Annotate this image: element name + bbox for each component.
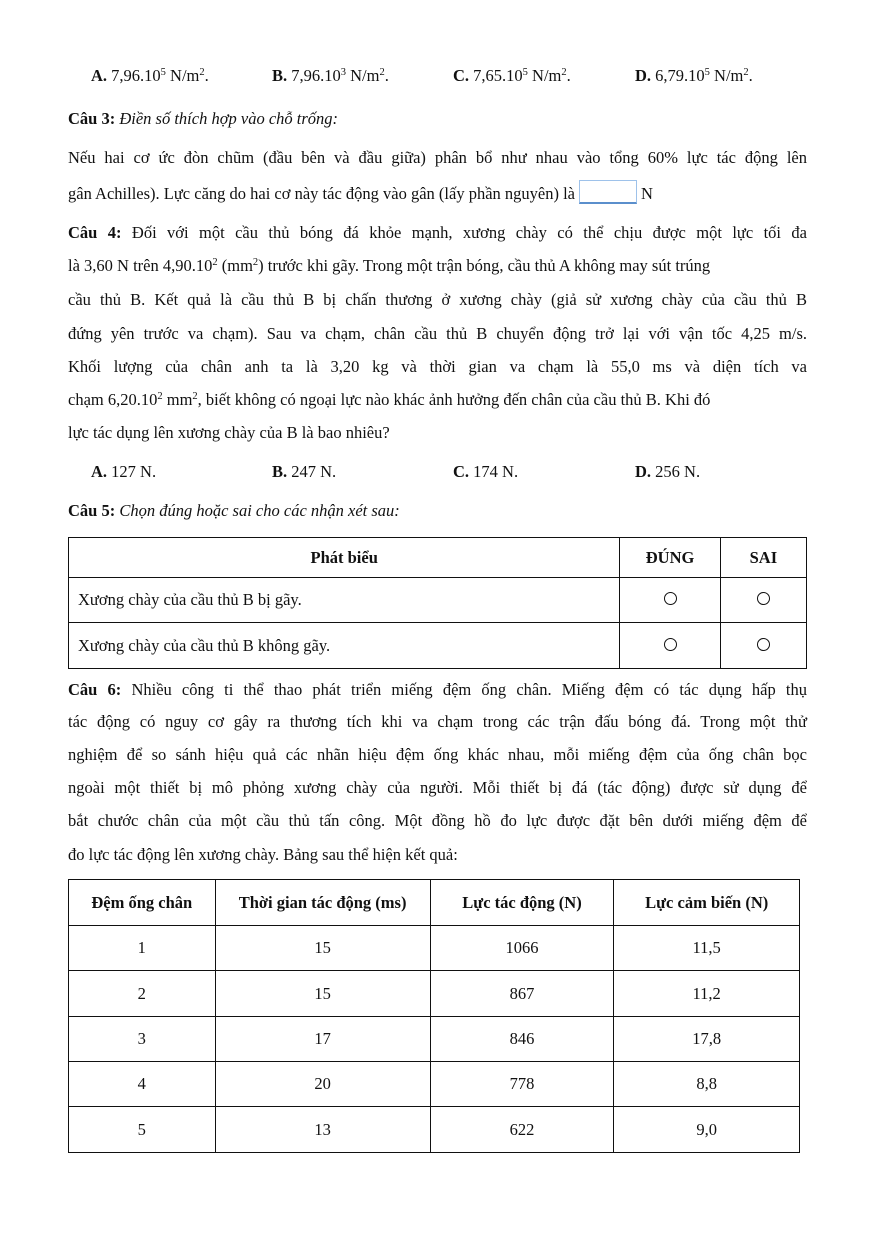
table-cell: 8,8 <box>614 1062 800 1107</box>
q6-header-impact-force: Lực tác động (N) <box>430 880 614 926</box>
q5-header-false: SAI <box>720 538 806 578</box>
q5-row2-true-cell <box>620 623 720 669</box>
table-cell: 3 <box>69 1017 216 1062</box>
q6-results-table <box>68 879 800 1153</box>
q2-options-row <box>0 66 875 92</box>
q5-row1-true-radio[interactable] <box>664 592 677 605</box>
table-cell: 15 <box>215 926 430 971</box>
q6-line-4: ngoài một thiết bị mô phỏng xương chày của người. Mỗi thiết bị đá (tác động) được sử dụng để <box>68 778 807 797</box>
table-row <box>69 1017 800 1062</box>
q2-option-c[interactable]: C. 7,65.10$^5$ $N/m^2$. <box>453 66 571 85</box>
q4-line-5: Khối lượng của chân anh ta là 3,20 kg và thời gian va chạm là 55,0 ms và diện tích va <box>68 357 807 376</box>
table-cell: 9,0 <box>614 1107 800 1153</box>
q3-heading: Câu 3: Điền số thích hợp vào chỗ trống: <box>68 109 339 128</box>
q4-option-b[interactable]: B. 247 N. <box>272 462 337 481</box>
q5-header-true: ĐÚNG <box>620 538 720 578</box>
table-cell: 17,8 <box>614 1017 800 1062</box>
q2-option-d[interactable]: D. 6,79.10$^5$ $N/m^2$. <box>635 66 753 85</box>
q6-header-sensor-force: Lực cảm biến (N) <box>614 880 800 926</box>
table-cell: 20 <box>215 1062 430 1107</box>
q5-statement-1: Xương chày của cầu thủ B bị gãy. <box>69 578 620 623</box>
table-cell: 2 <box>69 971 216 1017</box>
table-cell: 1066 <box>430 926 614 971</box>
q2-option-b[interactable]: B. 7,96.10$^3$ $N/m^2$. <box>272 66 389 85</box>
q5-row1-true-cell <box>620 578 720 623</box>
table-cell: 622 <box>430 1107 614 1153</box>
q5-true-false-table <box>68 537 807 669</box>
q5-statement-2: Xương chày của cầu thủ B không gãy. <box>69 623 620 669</box>
q6-line-5: bắt chước chân của một cầu thủ tấn công. Một đồng hồ đo lực được đặt bên dưới miếng đệm để <box>68 811 807 830</box>
table-cell: 5 <box>69 1107 216 1153</box>
q6-header-pad: Đệm ống chân <box>69 880 216 926</box>
q4-line-2: là 3,60 N trên 4,90.10$^2$ $(mm^2)$ trước khi gãy. Trong một trận bóng, cầu thủ A không may sút trúng <box>68 256 711 275</box>
table-cell: 11,5 <box>614 926 800 971</box>
table-row <box>69 578 807 623</box>
q3-answer-input[interactable] <box>579 180 637 204</box>
q3-line-1: Nếu hai cơ ức đòn chũm (đầu bên và đầu giữa) phân bổ như nhau vào tổng 60% lực tác động lên <box>68 148 807 167</box>
q4-options-row <box>0 462 875 488</box>
q4-line-4: đứng yên trước va chạm). Sau va chạm, chân cầu thủ B chuyển động trở lại với vận tốc 4,25 m/s. <box>68 324 807 343</box>
q5-row1-false-radio[interactable] <box>757 592 770 605</box>
table-row <box>69 1107 800 1153</box>
q4-line-7: lực tác dụng lên xương chày của B là bao nhiêu? <box>68 423 390 442</box>
q6-header-row <box>69 880 800 926</box>
table-cell: 15 <box>215 971 430 1017</box>
q5-row1-false-cell <box>720 578 806 623</box>
table-row <box>69 971 800 1017</box>
q4-line-3: cầu thủ B. Kết quả là cầu thủ B bị chấn thương ở xương chày (giả sử xương chày của cầu thủ B <box>68 290 807 309</box>
q5-row2-true-radio[interactable] <box>664 638 677 651</box>
q4-option-d[interactable]: D. 256 N. <box>635 462 701 481</box>
q6-line-1: Câu 6: Nhiều công ti thể thao phát triển miếng đệm ống chân. Miếng đệm có tác dụng hấp thụ <box>68 680 807 699</box>
q6-header-time: Thời gian tác động (ms) <box>215 880 430 926</box>
q2-option-a[interactable]: A. 7,96.10$^5$ $N/m^2$. <box>91 66 209 85</box>
q6-line-3: nghiệm để so sánh hiệu quả các nhãn hiệu đệm ống khác nhau, mỗi miếng đệm của ống chân bọc <box>68 745 807 764</box>
table-cell: 867 <box>430 971 614 1017</box>
q5-heading: Câu 5: Chọn đúng hoặc sai cho các nhận xét sau: <box>68 501 400 520</box>
q4-line-1: Câu 4: Đối với một cầu thủ bóng đá khỏe mạnh, xương chày có thể chịu được một lực tối đa <box>68 223 807 242</box>
table-row <box>69 1062 800 1107</box>
table-cell: 17 <box>215 1017 430 1062</box>
q5-header-statement: Phát biểu <box>69 538 620 578</box>
q4-line-6: chạm 6,20.10$^2$ $mm^2$, biết không có ngoại lực nào khác ảnh hưởng đến chân của cầu thủ B. Khi đó <box>68 390 711 409</box>
q4-option-c[interactable]: C. 174 N. <box>453 462 519 481</box>
table-cell: 13 <box>215 1107 430 1153</box>
table-cell: 846 <box>430 1017 614 1062</box>
table-row <box>69 623 807 669</box>
table-row <box>69 926 800 971</box>
q6-line-6: đo lực tác động lên xương chày. Bảng sau thể hiện kết quả: <box>68 845 458 864</box>
q4-option-a[interactable]: A. 127 N. <box>91 462 157 481</box>
table-cell: 1 <box>69 926 216 971</box>
table-cell: 778 <box>430 1062 614 1107</box>
q5-row2-false-radio[interactable] <box>757 638 770 651</box>
table-cell: 11,2 <box>614 971 800 1017</box>
q5-row2-false-cell <box>720 623 806 669</box>
q5-header-row <box>69 538 807 578</box>
q3-line-2: gân Achilles). Lực căng do hai cơ này tác động vào gân (lấy phần nguyên) là N <box>68 180 653 204</box>
table-cell: 4 <box>69 1062 216 1107</box>
q6-line-2: tác động có nguy cơ gây ra thương tích khi va chạm trong các trận đấu bóng đá. Trong một thử <box>68 712 807 731</box>
